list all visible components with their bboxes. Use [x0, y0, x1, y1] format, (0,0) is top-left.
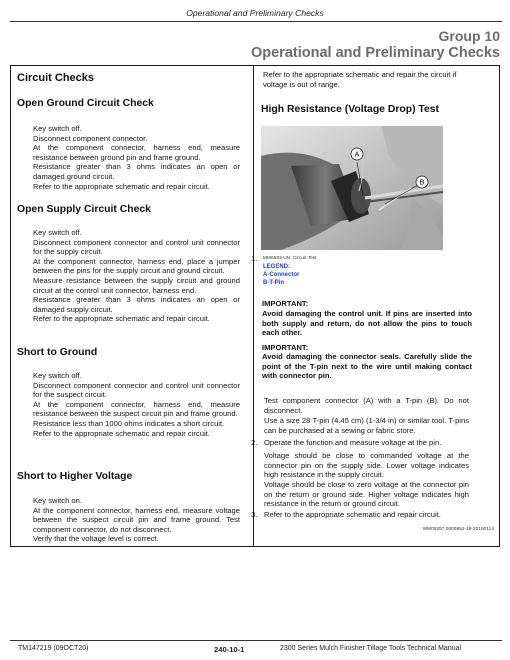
footer-rule: [10, 640, 502, 641]
callout-a-label: A: [354, 151, 360, 159]
step-3-number: 3.: [251, 510, 258, 519]
voltage-range-intro: Refer to the appropriate schematic and repair the circuit if voltage is out of range.: [263, 70, 457, 89]
open-supply-line: Refer to the appropriate schematic and repair circuit.: [33, 314, 210, 324]
running-head: Operational and Preliminary Checks: [186, 8, 324, 18]
important-2-title: IMPORTANT:: [262, 343, 309, 352]
step-3-text: Refer to the appropriate schematic and repair circuit.: [264, 510, 441, 519]
open-ground-line: Refer to the appropriate schematic and repair circuit.: [33, 181, 210, 191]
open-ground-heading: Open Ground Circuit Check: [17, 98, 154, 109]
short-ground-line: Key switch off.: [33, 371, 82, 380]
step-1-note: Use a size 28 T-pin (4.45 cm) (1-3/4 in) or similar tool. T-pins can be purchased at a sewing or fabric store.: [264, 416, 469, 435]
open-supply-line: Measure resistance between the supply circuit and ground circuit at the control unit connector, harness end.: [33, 275, 240, 295]
short-ground-line: Disconnect component connector and control unit connector for the suspect circuit.: [33, 380, 240, 400]
section-title: Operational and Preliminary Checks: [250, 45, 500, 61]
figure-caption: MI66693-UN: Circuit Test: [263, 256, 317, 261]
open-ground-line: Key switch off.: [33, 124, 82, 133]
open-supply-line: At the component connector, harness end, place a jumper between the pins for the supply circuit and ground circuit.: [33, 256, 240, 276]
header-rule: [10, 21, 502, 22]
reference-id: WM09257,0000852-19-20190114: [422, 527, 494, 532]
circuit-test-illustration: [261, 126, 443, 250]
step-2-note-2: Voltage should be close to zero voltage at the connector pin on the return or ground side. Higher voltage indicates high resistance in the return or ground circuit.: [264, 480, 469, 509]
important-1-title: IMPORTANT:: [262, 299, 309, 308]
high-resistance-heading: High Resistance (Voltage Drop) Test: [261, 104, 440, 115]
step-2-note-1: Voltage should be close to commanded voltage at the connector pin on the supply side. Lower voltage indicates high resistance in the supply circuit.: [264, 451, 469, 480]
legend-title: LEGEND:: [263, 264, 290, 270]
footer-page-number: 240-10-1: [214, 645, 245, 654]
open-ground-line: At the component connector, harness end, measure resistance between ground pin and frame ground.: [33, 143, 240, 162]
legend-item-a: A-Connector: [263, 272, 300, 278]
callout-b-label: B: [419, 179, 425, 187]
figure-number: 1.: [251, 254, 258, 263]
open-ground-steps: [33, 124, 240, 191]
group-title: Group 10: [438, 28, 500, 44]
step-2-text: Operate the function and measure voltage at the pin.: [264, 438, 442, 447]
open-ground-line: Resistance greater than 3 ohms indicates an open or damaged ground circuit.: [33, 162, 240, 181]
footer-doc-id: TM147219 (09OCT20): [18, 645, 89, 652]
important-2-text: Avoid damaging the connector seals. Carefully slide the point of the T-pin next to the wire until making contact with connector pin.: [262, 352, 472, 381]
open-supply-line: Key switch off.: [33, 228, 82, 237]
short-higher-steps: [33, 496, 240, 544]
short-ground-line: At the component connector, harness end, measure resistance between the suspect circuit pin and frame ground.: [33, 399, 240, 419]
short-ground-line: Resistance less than 1000 ohms indicates a short circuit.: [33, 418, 225, 428]
open-supply-heading: Open Supply Circuit Check: [17, 204, 151, 215]
circuit-test-photo: [261, 126, 443, 250]
open-ground-line: Disconnect component connector.: [33, 133, 148, 143]
step-1-text: Test component connector (A) with a T-pin (B). Do not disconnect.: [264, 396, 469, 415]
circuit-checks-heading: Circuit Checks: [17, 72, 95, 84]
short-ground-heading: Short to Ground: [17, 347, 98, 358]
open-supply-steps: [33, 228, 240, 324]
step-2-number: 2.: [251, 438, 258, 447]
short-ground-line: Refer to the appropriate schematic and repair circuit.: [33, 428, 210, 438]
open-supply-line: Disconnect component connector and control unit connector for the supply circuit.: [33, 237, 240, 257]
open-supply-line: Resistance greater than 3 ohms indicates an open or damaged supply circuit.: [33, 295, 240, 314]
short-higher-line: At the component connector, harness end, measure voltage between the suspect circuit pin and frame ground. Test component connector, do not disconnect.: [33, 505, 240, 534]
important-1-text: Avoid damaging the control unit. If pins are inserted into both supply and return, do not allow the pins to touch each other.: [262, 309, 472, 338]
short-ground-steps: [33, 371, 240, 438]
short-higher-heading: Short to Higher Voltage: [17, 471, 133, 482]
short-higher-line: Key switch on.: [33, 496, 82, 505]
column-divider: [253, 66, 254, 546]
footer-manual-title: 2300 Series Mulch Finisher Tillage Tools Technical Manual: [280, 645, 462, 652]
short-higher-line: Verify that the voltage level is correct.: [33, 534, 159, 544]
figure-legend: [263, 263, 299, 287]
legend-item-b: B-T-Pin: [263, 280, 284, 286]
